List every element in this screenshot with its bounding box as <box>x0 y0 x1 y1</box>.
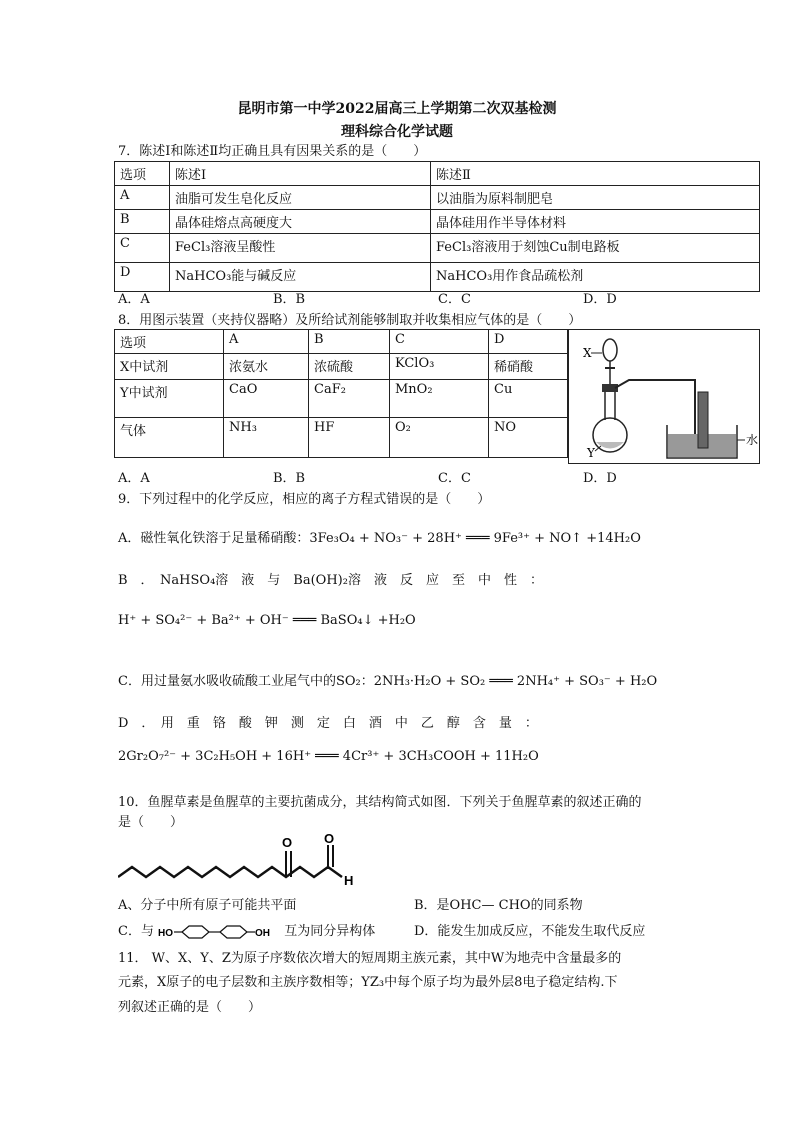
q11-stem-line3: 列叙述正确的是（ ） <box>118 1000 262 1015</box>
choice-d[interactable]: D．D <box>583 471 617 486</box>
q7-option: D <box>115 263 170 292</box>
dicyclohexyl-diol-structure <box>158 923 280 941</box>
q7-option: A <box>115 186 170 210</box>
table-row <box>115 263 760 292</box>
q7-header-s1: 陈述Ⅰ <box>170 162 431 186</box>
q8-header-b: B <box>309 330 390 354</box>
q9-option-b-equation: H⁺ + SO₄²⁻ + Ba²⁺ + OH⁻ ═══ BaSO₄↓ +H₂O <box>118 613 416 628</box>
q7-statement-1: 油脂可发生皂化反应 <box>170 186 431 210</box>
q8-cell: O₂ <box>390 418 489 458</box>
q7-statement-1: FeCl₃溶液呈酸性 <box>170 234 431 263</box>
q8-header-option: 选项 <box>115 330 224 354</box>
q8-cell: NH₃ <box>224 418 309 458</box>
q11-stem-line2: 元素，X原子的电子层数和主族序数相等；YZ₃中每个原子均为最外层8电子稳定结构.下 <box>118 975 618 990</box>
q7-stem: 7．陈述Ⅰ和陈述Ⅱ均正确且具有因果关系的是（ ） <box>118 144 427 159</box>
q7-option: C <box>115 234 170 263</box>
q10-option-d[interactable]: D．能发生加成反应，不能发生取代反应 <box>414 924 646 939</box>
q8-cell: 稀硝酸 <box>489 354 568 380</box>
q9-option-a[interactable]: A．磁性氧化铁溶于足量稀硝酸：3Fe₃O₄ + NO₃⁻ + 28H⁺ ═══ 9Fe³⁺ + NO↑ +14H₂O <box>118 531 641 546</box>
table-row <box>115 210 760 234</box>
q8-cell: CaO <box>224 380 309 418</box>
label-y: Y <box>587 446 595 460</box>
choice-a[interactable]: A．A <box>118 471 150 486</box>
q7-statement-2: 以油脂为原料制肥皂 <box>431 186 760 210</box>
table-row <box>115 234 760 263</box>
table-row <box>115 186 760 210</box>
choice-b[interactable]: B．B <box>273 471 306 486</box>
table-row <box>115 418 568 458</box>
q10-option-c-prefix: C．与 <box>118 924 154 939</box>
houttuynin-structure <box>118 833 358 889</box>
choice-c[interactable]: C．C <box>438 292 471 307</box>
ring-left <box>182 926 209 938</box>
q7-option: B <box>115 210 170 234</box>
carbon-chain <box>118 867 342 877</box>
q9-option-d-equation: 2Gr₂O₇²⁻ + 3C₂H₅OH + 16H⁺ ═══ 4Cr³⁺ + 3CH₃COOH + 11H₂O <box>118 749 539 764</box>
q10-stem: 10．鱼腥草素是鱼腥草的主要抗菌成分，其结构简式如图．下列关于鱼腥草素的叙述正确的 <box>118 795 642 810</box>
hydroxy-right: OH <box>255 927 271 939</box>
label-water: 水 <box>746 433 759 447</box>
q10-option-c-suffix: 互为同分异构体 <box>284 924 376 939</box>
choice-d[interactable]: D．D <box>583 292 617 307</box>
q8-stem: 8．用图示装置（夹持仪器略）及所给试剂能够制取并收集相应气体的是（ ） <box>118 313 582 328</box>
q7-table <box>114 161 760 292</box>
table-row <box>115 380 568 418</box>
q8-cell: HF <box>309 418 390 458</box>
q8-cell: 浓硫酸 <box>309 354 390 380</box>
q10-option-b[interactable]: B．是OHC— CHO的同系物 <box>414 898 583 913</box>
q8-row-label: Y中试剂 <box>115 380 224 418</box>
q8-cell: MnO₂ <box>390 380 489 418</box>
q8-cell: CaF₂ <box>309 380 390 418</box>
q10-option-a[interactable]: A、分子中所有原子可能共平面 <box>118 898 297 913</box>
q9-option-b[interactable]: B ． NaHSO₄溶 液 与 Ba(OH)₂溶 液 反 应 至 中 性 ： <box>118 573 543 588</box>
q9-option-d[interactable]: D ． 用 重 铬 酸 钾 测 定 白 酒 中 乙 醇 含 量 ： <box>118 716 538 731</box>
q11-stem-line1: 11． W、X、Y、Z为原子序数依次增大的短周期主族元素，其中W为地壳中含量最多的 <box>118 951 622 966</box>
table-row <box>115 354 568 380</box>
choice-a[interactable]: A．A <box>118 292 150 307</box>
aldehyde-h: H <box>344 873 354 888</box>
q8-header-d: D <box>489 330 568 354</box>
ring-right <box>220 926 247 938</box>
q10-option-c[interactable] <box>118 920 375 941</box>
q7-statement-2: NaHCO₃用作食品疏松剂 <box>431 263 760 292</box>
q8-cell: NO <box>489 418 568 458</box>
q8-cell: KClO₃ <box>390 354 489 380</box>
q7-statement-2: FeCl₃溶液用于刻蚀Cu制电路板 <box>431 234 760 263</box>
exam-title: 昆明市第一中学2022届高三上学期第二次双基检测 <box>237 101 557 117</box>
q7-statement-1: 晶体硅熔点高硬度大 <box>170 210 431 234</box>
ketone-o: O <box>282 835 293 850</box>
apparatus-figure <box>568 329 760 464</box>
q8-header-c: C <box>390 330 489 354</box>
q8-row-label: 气体 <box>115 418 224 458</box>
q7-header-s2: 陈述Ⅱ <box>431 162 760 186</box>
exam-subtitle: 理科综合化学试题 <box>341 124 453 140</box>
q8-cell: 浓氨水 <box>224 354 309 380</box>
q7-statement-1: NaHCO₃能与碱反应 <box>170 263 431 292</box>
q8-row-label: X中试剂 <box>115 354 224 380</box>
choice-c[interactable]: C．C <box>438 471 471 486</box>
q8-table <box>114 329 568 458</box>
q8-cell: Cu <box>489 380 568 418</box>
q9-stem: 9．下列过程中的化学反应，相应的离子方程式错误的是（ ） <box>118 492 491 507</box>
choice-b[interactable]: B．B <box>273 292 306 307</box>
q7-statement-2: 晶体硅用作半导体材料 <box>431 210 760 234</box>
aldehyde-o: O <box>324 833 335 846</box>
q9-option-c[interactable]: C．用过量氨水吸收硫酸工业尾气中的SO₂：2NH₃·H₂O + SO₂ ═══ 2NH₄⁺ + SO₃⁻ + H₂O <box>118 674 658 689</box>
q10-stem-cont: 是（ ） <box>118 815 184 830</box>
hydroxy-left: HO <box>158 927 174 939</box>
label-x: X <box>583 346 592 360</box>
apparatus-diagram <box>569 330 759 463</box>
q7-header-option: 选项 <box>115 162 170 186</box>
q8-header-a: A <box>224 330 309 354</box>
